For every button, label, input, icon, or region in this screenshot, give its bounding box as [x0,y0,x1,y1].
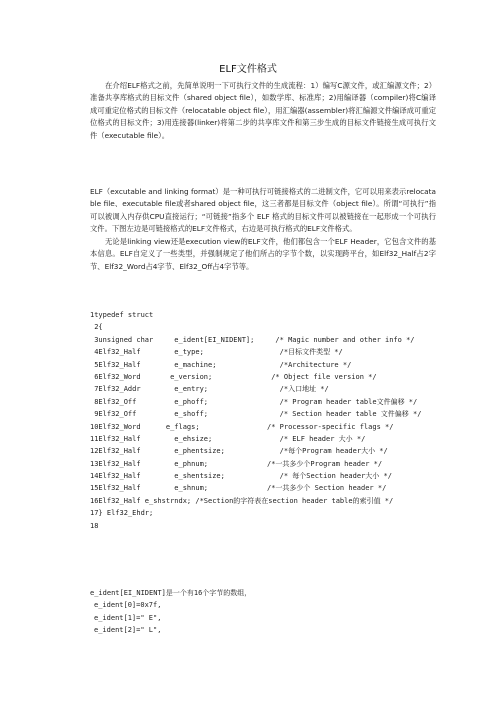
code-line-wrapped: 16Elf32_Half e_shstrndx; /*Section的字符表在section header table的索引值 */ [90,496,394,505]
code-line: 2{ [90,323,103,332]
code-line: 11Elf32_Half e_ehsize; /* ELF header 大小 */ [90,434,366,443]
e-ident-description [90,587,436,637]
code-line: 10Elf32_Word e_flags; /* Processor-specific flags */ [90,422,394,431]
elf-definition-paragraph: ELF（excutable and linking format）是一种可执行可链接格式的二进制文件，它可以用来表示relocatable file、executable file或者shared object file，这三者都是目标文件（object file）。所谓“可执行”指可以被调入内存供CPU直接运行；“可链接”指多个 ELF 格式的目标文件可以被链接在一起形成一个可执行文件。下图左边是可链接格式的ELF文件格式，右边是可执行格式的ELF文件格式。 [90,187,436,234]
e-ident-item: e_ident[2]=" L", [94,626,162,635]
e-ident-intro: e_ident[EI_NIDENT]是一个有16个字节的数组， [90,589,252,597]
code-line: 3unsigned char e_ident[EI_NIDENT]; /* Magic number and other info */ [90,335,415,344]
code-line: 15Elf32_Half e_shnum; /*一共多少个 Section header */ [90,484,387,493]
e-ident-item: e_ident[1]=" E", [94,613,162,622]
code-line: 1typedef struct [90,311,154,319]
code-line: 8Elf32_Off e_phoff; /* Program header table文件偏移 */ [90,397,418,406]
code-line: 14Elf32_Half e_shentsize; /* 每个Section header大小 */ [90,472,392,481]
code-line: 18 [90,521,99,530]
elf-header-paragraph: 无论是linking view还是execution view的ELF文件，他们都包含一个ELF Header，它包含文件的基本信息。ELF自定义了一些类型，并强制规定了他们所占的字节个数，以实现跨平台，如Elf32_Half占2字节、Elf32_Word占4字节、Elf32_Off占4字节等。 [90,237,436,271]
intro-paragraph: 在介绍ELF格式之前，先简单说明一下可执行文件的生成流程：1）编写C源文件，或汇编源文件；2）准备共享库格式的目标文件（shared object file），如数学库、标准库；2)用编译器（compiler)将C编译成可重定位格式的目标文件（relocatable object file），用汇编器(assembler)将汇编源文件编译成可重定位格式的目标文件；3)用连接器(linker)将第二步的共享库文件和第三步生成的目标文件链接生成可执行文件（executable file）。 [90,81,436,140]
code-line: 6Elf32_Word e_version; /* Object file version */ [90,372,377,381]
code-line: 5Elf32_Half e_machine; /*Architecture */ [90,360,352,369]
code-line: 4Elf32_Half e_type; /*目标文件类型 */ [90,348,343,357]
e-ident-item: e_ident[0]=0x7f, [94,601,162,610]
code-line: 13Elf32_Half e_phnum; /*一共多少个Program header */ [90,459,383,468]
document-title: ELF文件格式 [219,64,277,75]
code-block [90,309,440,532]
code-line: 7Elf32_Addr e_entry; /*入口地址 */ [90,385,329,394]
code-line: 17} Elf32_Ehdr; [90,509,154,518]
code-line: 9Elf32_Off e_shoff; /* Section header table 文件偏移 */ [90,410,422,419]
code-line: 12Elf32_Half e_phentsize; /*每个Program header大小 */ [90,447,388,456]
